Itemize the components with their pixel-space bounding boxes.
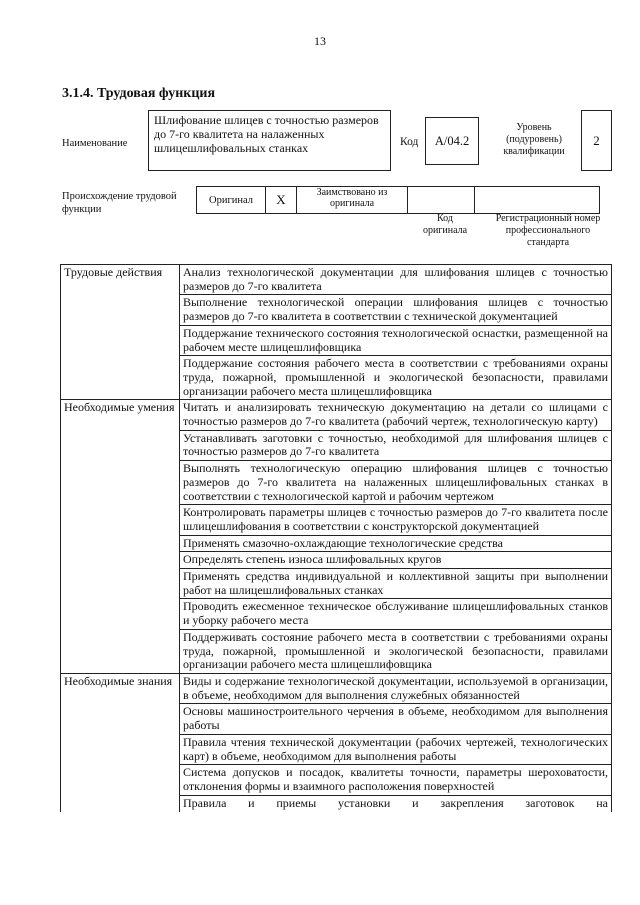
table-cell: Читать и анализировать техническую документацию на детали со шлицами с точностью размеров до 7-го квалитета (рабочий чертеж, технологическую карту) — [180, 400, 612, 430]
table-cell: Виды и содержание технологической документации, используемой в организации, в объеме, необходимом для выполнения служебных обязанностей — [180, 673, 612, 703]
table-row — [61, 265, 612, 295]
borrowed-label: Заимствовано из оригинала — [297, 187, 408, 214]
table-cell: Применять средства индивидуальной и коллективной защиты при выполнении работ на шлицешлифовальных станках — [180, 569, 612, 599]
table-cell: Правила чтения технической документации (рабочих чертежей, технологических карт) в объеме, необходимом для выполнения работы — [180, 734, 612, 764]
table-cell: Поддержание технического состояния технологической оснастки, размещенной на рабочем месте шлицешлифовщика — [180, 325, 612, 355]
table-row — [61, 400, 612, 430]
origin-label: Происхождение трудовой функции — [62, 191, 177, 215]
origin-reg-cell — [475, 187, 600, 214]
page-number: 13 — [314, 34, 326, 48]
table-cell: Определять степень износа шлифовальных кругов — [180, 552, 612, 569]
origin-table — [196, 186, 600, 214]
table-cell: Поддерживать состояние рабочего места в соответствии с требованиями охраны труда, пожарной, промышленной и экологической безопасности, правилами организации рабочего места шлицешлифовщика — [180, 629, 612, 673]
table-cell: Анализ технологической документации для шлифования шлицев с точностью размеров до 7-го квалитета — [180, 265, 612, 295]
labor-function-table — [60, 264, 612, 812]
origin-code-cell — [408, 187, 475, 214]
category-cell: Необходимые умения — [61, 400, 180, 674]
level-value: 2 — [593, 132, 600, 148]
table-cell: Система допусков и посадок, квалитеты точности, параметры шероховатости, отклонения формы и взаимного расположения поверхностей — [180, 765, 612, 795]
original-mark: X — [266, 187, 297, 214]
level-box — [581, 110, 612, 171]
function-name-value: Шлифование шлицев с точностью размеров до 7-го квалитета на налаженных шлицешлифовальных станках — [154, 113, 379, 155]
table-cell: Применять смазочно-охлаждающие технологические средства — [180, 535, 612, 552]
code-value: A/04.2 — [434, 133, 470, 148]
table-cell: Устанавливать заготовки с точностью, необходимой для шлифования шлицев с точностью размеров до 7-го квалитета — [180, 430, 612, 460]
table-cell: Основы машиностроительного черчения в объеме, необходимом для выполнения работы — [180, 704, 612, 734]
table-cell: Выполнять технологическую операцию шлифования шлицев с точностью размеров до 7-го квалитета на налаженных шлицешлифовальных станках в соответствии с технологической картой и рабочим чертежом — [180, 461, 612, 505]
original-label: Оригинал — [197, 187, 266, 214]
table-cell: Контролировать параметры шлицев с точностью размеров до 7-го квалитета после шлицешлифования в соответствии с конструкторской документацией — [180, 505, 612, 535]
code-origin-caption: Код оригинала — [422, 213, 468, 236]
table-cell: Проводить ежесменное техническое обслуживание шлицешлифовальных станков и уборку рабочего места — [180, 599, 612, 629]
category-cell: Необходимые знания — [61, 673, 180, 811]
table-cell — [180, 795, 612, 812]
section-title: 3.1.4. Трудовая функция — [62, 86, 216, 101]
table-cell: Поддержание состояния рабочего места в соответствии с требованиями охраны труда, пожарной, промышленной и экологической безопасности, правилами организации рабочего места шлицешлифовщика — [180, 356, 612, 400]
code-label: Код — [400, 136, 419, 148]
name-label: Наименование — [62, 138, 128, 149]
truncated-text: Правила и приемы установки и закрепления заготовок на — [183, 796, 608, 810]
code-box — [425, 117, 479, 165]
table-row — [61, 673, 612, 703]
table-cell: Выполнение технологической операции шлифования шлицев с точностью размеров до 7-го квалитета в соответствии с технической документацией — [180, 295, 612, 325]
level-label: Уровень (подуровень) квалификации — [503, 122, 565, 157]
reg-number-caption: Регистрационный номер профессионального стандарта — [495, 213, 601, 248]
function-name-box — [148, 110, 391, 171]
category-cell: Трудовые действия — [61, 265, 180, 400]
